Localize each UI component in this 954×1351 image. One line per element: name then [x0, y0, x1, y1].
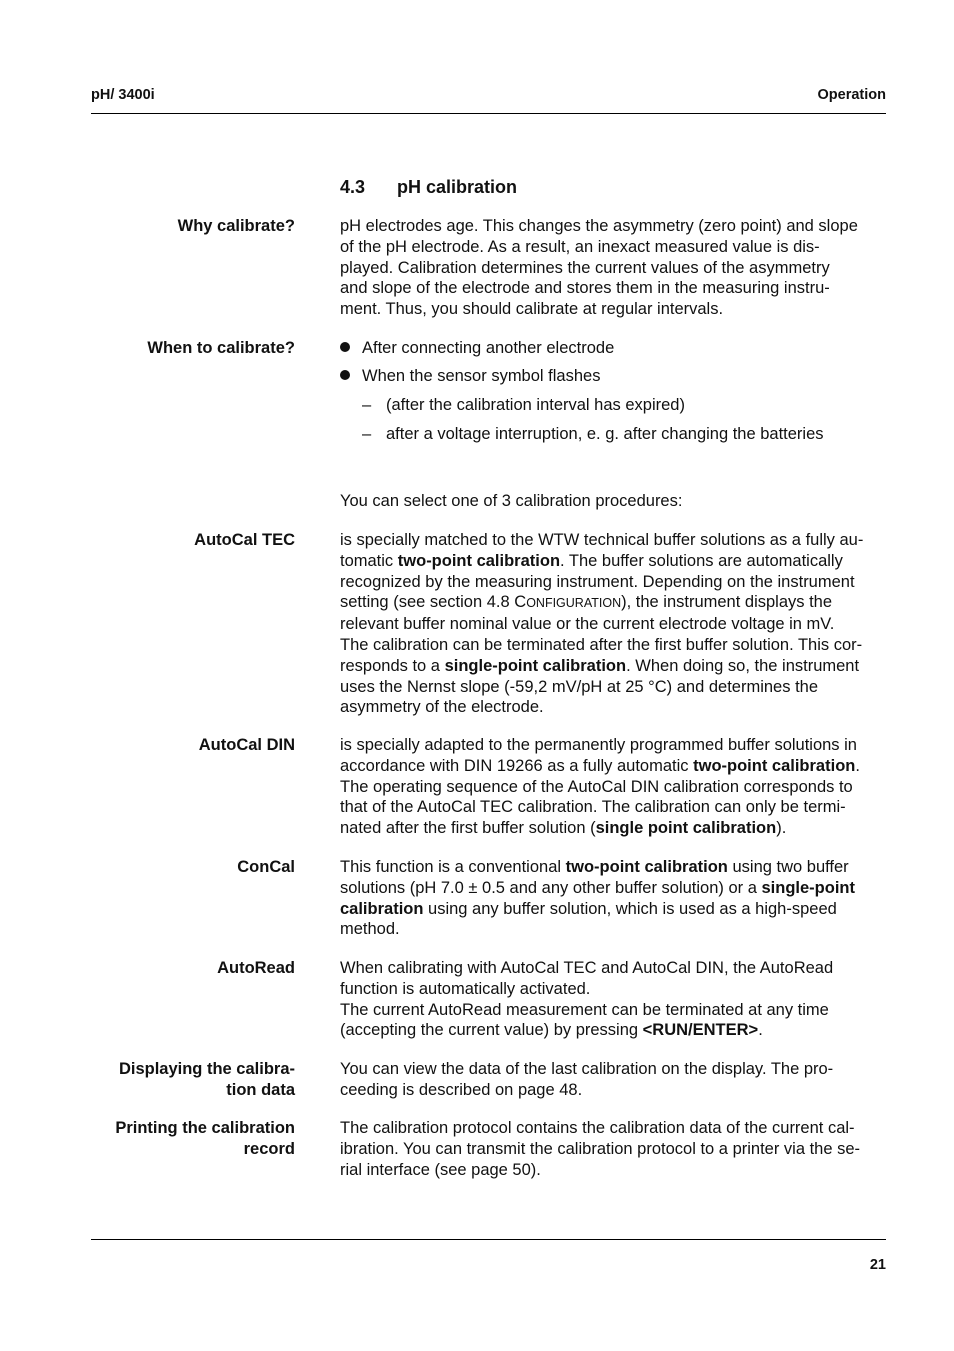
section-heading [340, 177, 517, 198]
why-line: ment. Thus, you should calibrate at regular intervals. [340, 300, 724, 319]
autoread-label: AutoRead [217, 959, 295, 977]
page-number: 21 [869, 1257, 886, 1273]
footer-rule [91, 1239, 886, 1240]
bullet-icon [340, 342, 350, 352]
section-number: 4.3 [340, 177, 366, 197]
autocal-din-paragraph: is specially adapted to the permanently programmed buffer solutions in accordance with DIN 19266 as a fully automatic two-point calibration. The operating sequence of the AutoCal DIN calibration corresponds to that of the AutoCal TEC calibration. The calibration can only be termi- nated after the first buffer solution (single point calibration). [340, 736, 860, 838]
bullet-item [340, 338, 614, 359]
dash-text: after a voltage interruption, e. g. after changing the batteries [386, 425, 824, 443]
concal-paragraph: This function is a conventional two-point calibration using two buffer solutions (pH 7.0 ± 0.5 and any other buffer solution) or a single-point calibration using any buffer solution, which is used as a high-speed method. [340, 858, 855, 939]
why-line: played. Calibration determines the current values of the asymmetry [340, 258, 830, 277]
header-rule [91, 113, 886, 114]
section-title: pH calibration [397, 177, 518, 197]
autocal-tec-label: AutoCal TEC [194, 531, 295, 549]
dash-item: – after a voltage interruption, e. g. after changing the batteries [362, 425, 824, 443]
bullet-text: After connecting another electrode [362, 339, 615, 357]
autocal-tec-paragraph: is specially matched to the WTW technical buffer solutions as a fully au- tomatic two-point calibration. The buffer solutions are automatically recognized by the measuring instrument. Depending on the instrument setting (see section 4.8 CONFIGURATION), the instrument displays the relevant buffer nominal value or the current electrode voltage in mV. The calibration can be terminated after the first buffer solution. This cor- responds to a single-point calibration. When doing so, the instrument uses the Nernst slope (-59,2 mV/pH at 25 °C) and determines the asymmetry of the electrode. [340, 531, 864, 717]
dash-item: – (after the calibration interval has expired) [362, 396, 685, 414]
bullet-item [340, 366, 600, 387]
header-product: pH/ 3400i [91, 87, 155, 103]
concal-label: ConCal [237, 858, 295, 876]
why-paragraph [340, 216, 888, 320]
procedures-intro: You can select one of 3 calibration procedures: [340, 492, 683, 510]
autocal-din-label: AutoCal DIN [198, 736, 295, 754]
why-line: pH electrodes age. This changes the asymmetry (zero point) and slope [340, 217, 858, 235]
header-chapter: Operation [817, 87, 886, 103]
bullet-icon [340, 370, 350, 380]
why-line: of the pH electrode. As a result, an inexact measured value is dis- [340, 237, 820, 256]
when-label: When to calibrate? [147, 339, 295, 357]
printing-record-paragraph: The calibration protocol contains the calibration data of the current cal- ibration. You can transmit the calibration protocol to a printer via the se- rial interface (see page 50). [340, 1119, 861, 1179]
why-label: Why calibrate? [177, 217, 295, 235]
autoread-paragraph: When calibrating with AutoCal TEC and AutoCal DIN, the AutoRead function is automatically activated. The current AutoRead measurement can be terminated at any time (accepting the current value) by pressing <RUN/ENTER>. [340, 959, 834, 1040]
dash-text: (after the calibration interval has expired) [386, 396, 685, 414]
why-line: and slope of the electrode and stores them in the measuring instru- [340, 279, 830, 298]
display-data-label: Displaying the calibra- tion data [118, 1060, 295, 1099]
bullet-text: When the sensor symbol flashes [362, 367, 601, 385]
printing-record-label: Printing the calibration record [115, 1119, 295, 1158]
display-data-paragraph: You can view the data of the last calibration on the display. The pro- ceeding is described on page 48. [340, 1060, 834, 1099]
